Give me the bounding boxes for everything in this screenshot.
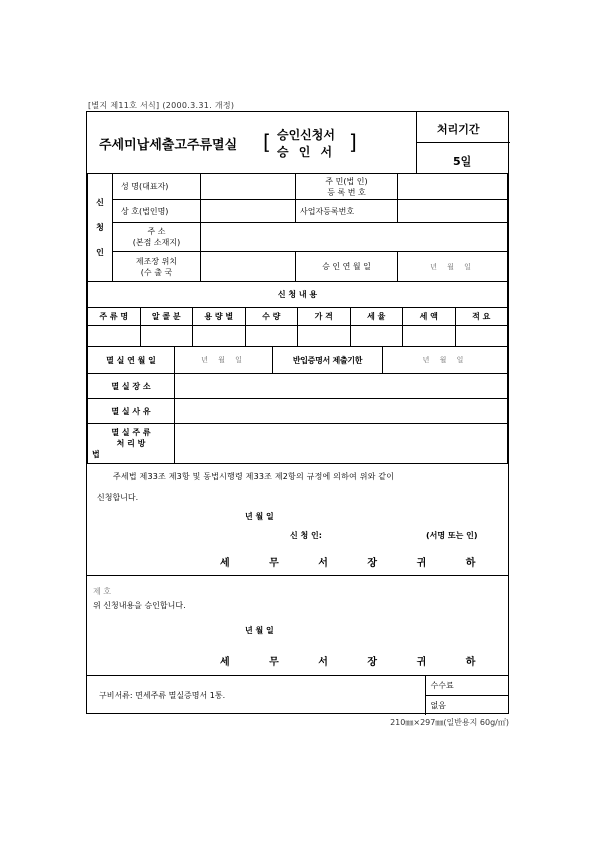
approval-date-field[interactable]: 년 월 일	[398, 252, 508, 282]
address-field[interactable]	[201, 223, 508, 252]
approval-date-label: 승 인 연 월 일	[296, 252, 398, 282]
col-header: 용 량 별	[193, 308, 246, 326]
content-data-row	[88, 326, 508, 347]
content-section-title: 신 청 내 용	[88, 282, 508, 308]
col-header: 알 콜 분	[140, 308, 193, 326]
approval-section	[87, 575, 508, 675]
disposal-method-label: 멸 실 주 류 처 리 방 법	[88, 424, 175, 464]
loss-place-label: 멸 실 장 소	[88, 374, 175, 399]
loss-date-field[interactable]: 년 월 일	[175, 347, 273, 374]
cell-price[interactable]	[298, 326, 351, 347]
loss-place-field[interactable]	[175, 374, 508, 399]
rrn-field[interactable]	[398, 174, 508, 200]
bracket-close: ]	[349, 130, 357, 154]
required-docs: 구비서류: 면세주류 멸실증명서 1통.	[87, 676, 425, 715]
loss-section	[87, 346, 508, 464]
approval-number: 제 호	[93, 587, 111, 596]
sign-or-seal: (서명 또는 인)	[426, 531, 478, 540]
statement-text-end: 신청합니다.	[97, 493, 139, 502]
cell-tax-rate[interactable]	[350, 326, 403, 347]
name-label: 성 명(대표자)	[113, 174, 201, 200]
recipient-tax-office: 세 무 서 장 귀 하	[220, 558, 494, 569]
deadline-label: 반입증명서 제출기한	[273, 347, 383, 374]
col-header: 주 류 명	[88, 308, 141, 326]
bizno-label: 사업자등록번호	[296, 200, 398, 223]
cell-remarks[interactable]	[455, 326, 508, 347]
statement-text: 주세법 제33조 제3항 및 동법시행령 제33조 제2항의 규정에 의하여 위와 같이	[113, 472, 395, 481]
cell-tax-amount[interactable]	[403, 326, 456, 347]
fee-label: 수수료	[425, 676, 508, 696]
col-header: 가 격	[298, 308, 351, 326]
factory-location-label: 제조장 위치 (수 출 국	[113, 252, 201, 282]
processing-period-value: 5일	[453, 155, 472, 168]
bracket-open: [	[263, 130, 271, 154]
content-header-row	[88, 308, 508, 326]
applicant-side-label: 신 청 인	[88, 174, 113, 282]
factory-location-field[interactable]	[201, 252, 296, 282]
form-note: [별지 제11호 서식] (2000.3.31. 개정)	[88, 101, 235, 110]
cell-quantity[interactable]	[245, 326, 298, 347]
statement-section	[87, 463, 508, 576]
col-header: 적 요	[455, 308, 508, 326]
cell-liquor-name[interactable]	[88, 326, 141, 347]
loss-date-label: 멸 실 연 월 일	[88, 347, 175, 374]
fee-value: 없음	[425, 696, 508, 715]
approval-date: 년 월 일	[245, 626, 274, 635]
paper-spec: 210㎜×297㎜(일반용지 60g/㎡)	[390, 718, 509, 727]
address-label: 주 소 (본점 소재지)	[113, 223, 201, 252]
loss-reason-label: 멸 실 사 유	[88, 399, 175, 424]
company-label: 상 호(법인명)	[113, 200, 201, 223]
deadline-field[interactable]: 년 월 일	[383, 347, 508, 374]
loss-reason-field[interactable]	[175, 399, 508, 424]
approval-text: 위 신청내용을 승인합니다.	[93, 601, 186, 610]
processing-period-label: 처리기간	[437, 123, 480, 136]
disposal-method-field[interactable]	[175, 424, 508, 464]
content-section	[87, 281, 508, 347]
company-field[interactable]	[201, 200, 296, 223]
footer-section	[87, 675, 508, 715]
rrn-label: 주 민(법 인) 등 록 번 호	[296, 174, 398, 200]
approval-recipient: 세 무 서 장 귀 하	[220, 657, 494, 668]
application-form	[86, 111, 509, 714]
form-title: 주세미납세출고주류멸실	[99, 138, 238, 153]
alt-title-application: 승인신청서	[277, 128, 335, 142]
col-header: 세 액	[403, 308, 456, 326]
applicant-section	[87, 173, 508, 282]
alt-title-approval: 승 인 서	[277, 145, 336, 159]
cell-alcohol[interactable]	[140, 326, 193, 347]
bizno-field[interactable]	[398, 200, 508, 223]
col-header: 수 량	[245, 308, 298, 326]
name-field[interactable]	[201, 174, 296, 200]
col-header: 세 율	[350, 308, 403, 326]
cell-volume[interactable]	[193, 326, 246, 347]
applicant-sign-label: 신 청 인:	[290, 531, 322, 540]
statement-date: 년 월 일	[245, 512, 274, 521]
form-header	[87, 112, 508, 173]
